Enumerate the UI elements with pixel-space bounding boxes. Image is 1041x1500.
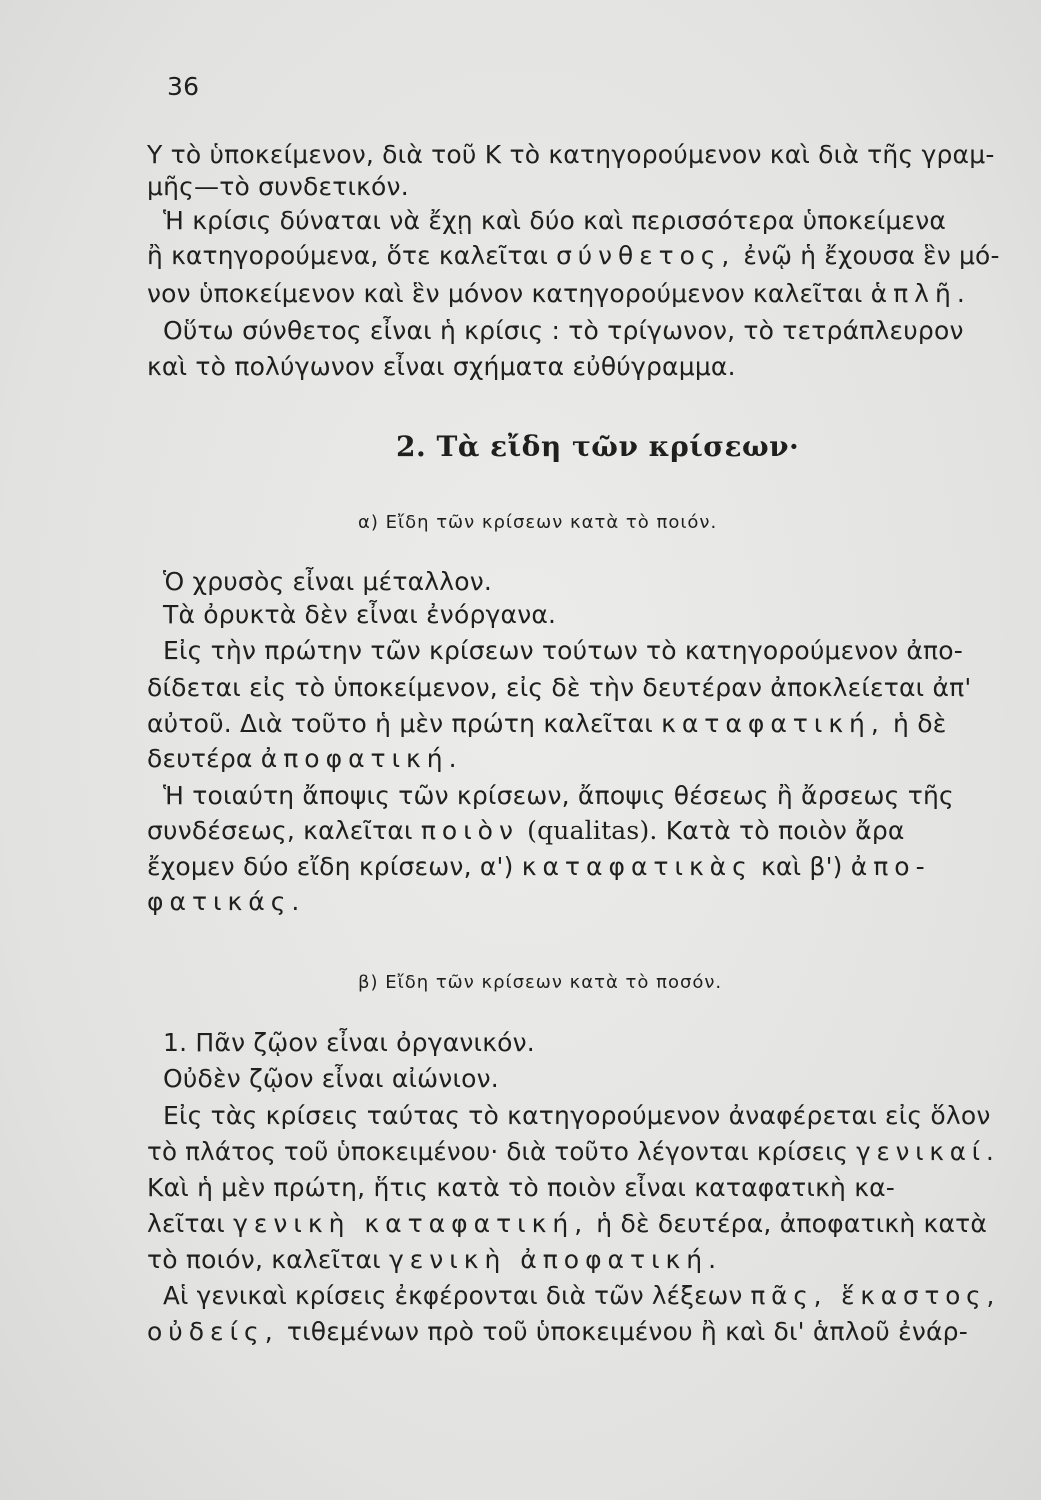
text-line bbox=[163, 206, 946, 236]
text-line bbox=[147, 1209, 987, 1239]
text-line bbox=[147, 352, 736, 382]
text-line bbox=[147, 1317, 968, 1347]
text-span: Ἡ κρίσις δύναται νὰ ἔχῃ καὶ δύο καὶ περισσότερα ὑποκείμενα bbox=[163, 206, 947, 235]
spaced-term: ἀπο- bbox=[850, 852, 931, 881]
spaced-term: καταφατική, bbox=[661, 709, 885, 738]
text-line bbox=[163, 316, 964, 346]
text-span: Οὕτω σύνθετος εἶναι ἡ κρίσις : τὸ τρίγωνον, τὸ τετράπλευρον bbox=[163, 316, 964, 345]
spaced-term: ἁπλῆ. bbox=[870, 279, 971, 308]
spaced-term: γενικαί. bbox=[856, 1137, 1000, 1166]
page-number: 36 bbox=[167, 72, 200, 101]
text-line bbox=[147, 1137, 1000, 1167]
example-line: Οὐδὲν ζῷον εἶναι αἰώνιον. bbox=[163, 1064, 499, 1093]
text-span: Κατὰ τὸ ποιὸν ἄρα bbox=[665, 816, 905, 845]
text-line: Καὶ ἡ μὲν πρώτη, ἥτις κατὰ τὸ ποιὸν εἶναι καταφατικὴ κα- bbox=[147, 1173, 896, 1202]
text-line: Εἰς τὴν πρώτην τῶν κρίσεων τούτων τὸ κατηγορούμενον ἀπο- bbox=[163, 636, 963, 665]
text-line: Εἰς τὰς κρίσεις ταύτας τὸ κατηγορούμενον ἀναφέρεται εἰς ὅλον bbox=[163, 1101, 991, 1130]
text-line: Ἡ τοιαύτη ἄποψις τῶν κρίσεων, ἄποψις θέσεως ἢ ἄρσεως τῆς bbox=[163, 781, 954, 810]
text-span: ἔχομεν δύο εἴδη κρίσεων, α') bbox=[147, 852, 514, 881]
text-span: καὶ τὸ πολύγωνον εἶναι σχήματα εὐθύγραμμα. bbox=[147, 352, 736, 381]
text-span: καὶ β') bbox=[761, 852, 843, 881]
text-span: Υ τὸ ὑποκείμενον, διὰ τοῦ Κ τὸ κατηγορούμενον καὶ διὰ τῆς γραμ- bbox=[147, 140, 995, 169]
spaced-term: ποιὸν bbox=[420, 816, 519, 845]
text-line bbox=[147, 744, 463, 774]
text-line bbox=[147, 279, 971, 309]
text-span: ἡ δὲ bbox=[893, 709, 947, 738]
text-line bbox=[147, 1245, 722, 1275]
text-span: αὐτοῦ. Διὰ τοῦτο ἡ μὲν πρώτη καλεῖται bbox=[147, 709, 653, 738]
text-line bbox=[147, 852, 931, 882]
spaced-term: γενικὴ ἀποφατική. bbox=[388, 1245, 723, 1274]
spaced-term: γενικὴ καταφατική, bbox=[233, 1209, 589, 1238]
text-line bbox=[147, 241, 1000, 271]
subsection-heading: β) Εἴδη τῶν κρίσεων κατὰ τὸ ποσόν. bbox=[358, 972, 723, 993]
spaced-term: ἀποφατική. bbox=[260, 744, 463, 773]
text-line: δίδεται εἰς τὸ ὑποκείμενον, εἰς δὲ τὴν δευτέραν ἀποκλείεται ἀπ' bbox=[147, 673, 972, 702]
subsection-heading: α) Εἴδη τῶν κρίσεων κατὰ τὸ ποιόν. bbox=[358, 512, 718, 533]
text-span: τιθεμένων πρὸ τοῦ ὑποκειμένου ἢ καὶ δι' ἁπλοῦ ἐνάρ- bbox=[286, 1317, 968, 1346]
text-span: νον ὑποκείμενον καὶ ἓν μόνον κατηγορούμενον καλεῖται bbox=[147, 279, 863, 308]
latin-term: (qualitas). bbox=[527, 816, 658, 845]
spaced-term: φατικάς. bbox=[147, 887, 306, 916]
section-title: 2. Τὰ εἴδη τῶν κρίσεων· bbox=[396, 430, 800, 463]
spaced-term: σύνθετος, bbox=[556, 241, 736, 270]
spaced-term: πᾶς, ἕκαστος, bbox=[750, 1281, 1001, 1310]
text-span: τὸ ποιόν, καλεῖται bbox=[147, 1245, 381, 1274]
spaced-term: καταφατικὰς bbox=[521, 852, 753, 881]
text-span: λεῖται bbox=[147, 1209, 225, 1238]
text-span: τὸ πλάτος τοῦ ὑποκειμένου· διὰ τοῦτο λέγονται κρίσεις bbox=[147, 1137, 849, 1166]
example-line: Τὰ ὀρυκτὰ δὲν εἶναι ἐνόργανα. bbox=[163, 600, 557, 629]
text-span: ἢ κατηγορούμενα, ὅτε καλεῖται bbox=[147, 241, 548, 270]
example-line: Ὁ χρυσὸς εἶναι μέταλλον. bbox=[163, 567, 493, 596]
text-span: συνδέσεως, καλεῖται bbox=[147, 816, 413, 845]
text-span: μῆς—τὸ συνδετικόν. bbox=[147, 172, 409, 201]
text-span: Αἱ γενικαὶ κρίσεις ἐκφέρονται διὰ τῶν λέξεων bbox=[163, 1281, 743, 1310]
text-span: ἐνῷ ἡ ἔχουσα ἓν μό- bbox=[743, 241, 1000, 270]
text-line bbox=[147, 172, 409, 202]
text-span: ἡ δὲ δευτέρα, ἀποφατικὴ κατὰ bbox=[596, 1209, 988, 1238]
text-line bbox=[147, 709, 946, 739]
text-span: δευτέρα bbox=[147, 744, 253, 773]
text-line bbox=[147, 816, 905, 846]
text-line bbox=[163, 1281, 1000, 1311]
example-line: 1. Πᾶν ζῷον εἶναι ὀργανικόν. bbox=[163, 1028, 535, 1057]
spaced-term: οὐδείς, bbox=[147, 1317, 279, 1346]
text-line bbox=[147, 140, 995, 170]
